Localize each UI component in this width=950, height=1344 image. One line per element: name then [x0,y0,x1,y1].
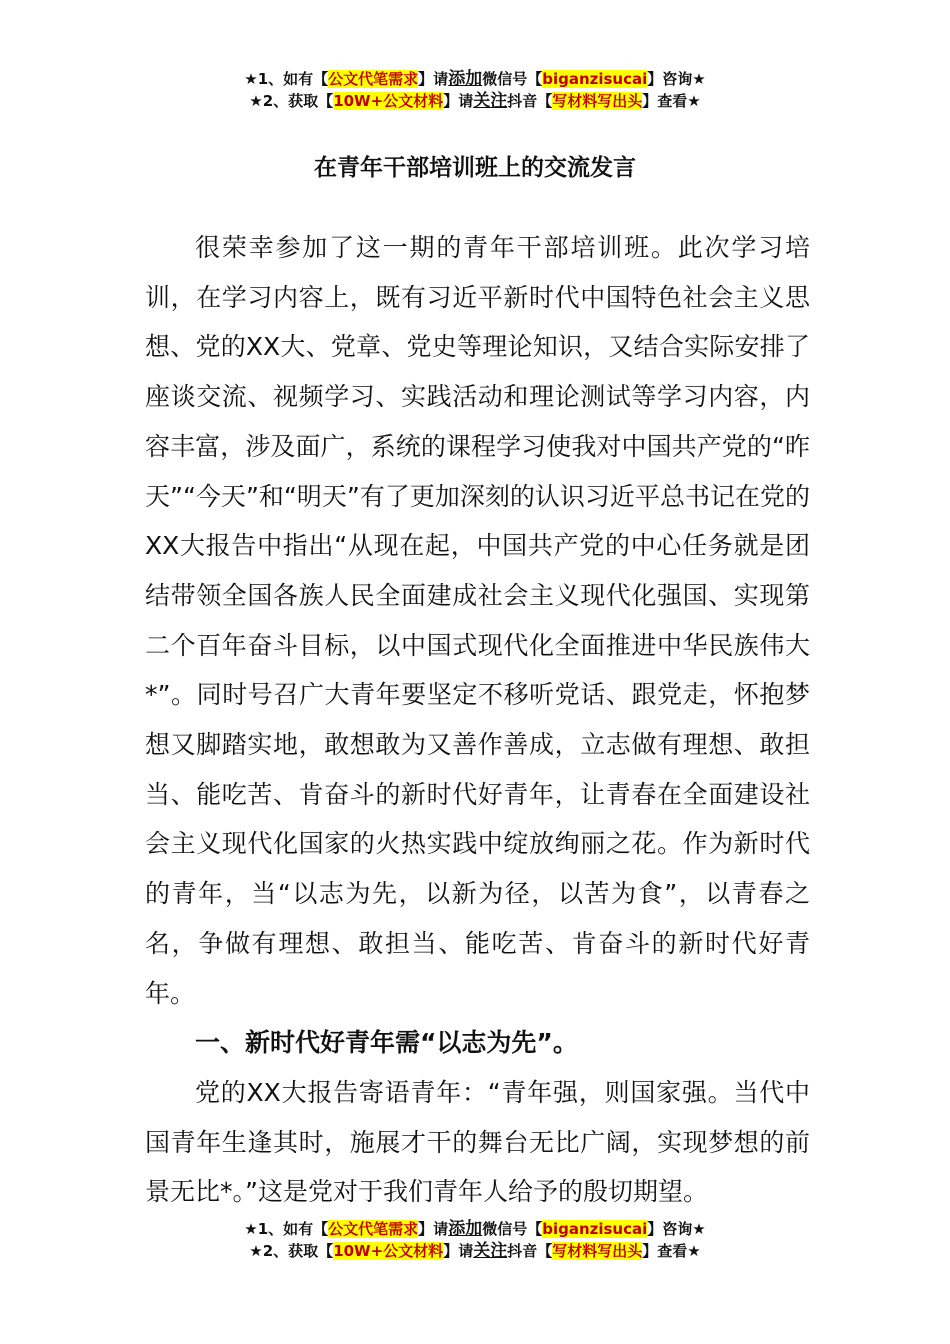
banner-line-2: ★2、获取【10W+公文材料】请关注抖音【写材料写出头】查看★ [249,1241,701,1261]
banner-highlight: biganzisucai [542,70,648,88]
document-title: 在青年干部培训班上的交流发言 [314,155,636,181]
banner-highlight: 写材料写出头 [552,92,643,110]
section-heading: 一、新时代好青年需“以志为先”。 [195,1028,578,1058]
banner-highlight: biganzisucai [542,1220,648,1238]
footer-banner [0,1218,950,1262]
banner-line-1: ★1、如有【公文代笔需求】请添加微信号【biganzisucai】咨询★ [244,1219,706,1239]
banner-highlight: 10W+公文材料 [333,92,444,110]
banner-highlight: 写材料写出头 [552,1242,643,1260]
header-banner [0,68,950,112]
banner-highlight: 公文代笔需求 [328,70,419,88]
paragraph: 党的XX大报告寄语青年：“青年强，则国家强。当代中国青年生逢其时，施展才干的舞台无比广阔，实现梦想的前景无比*。”这是党对于我们青年人给予的殷切期望。 [145,1077,810,1207]
document-body [145,223,810,1217]
banner-line-1: ★1、如有【公文代笔需求】请添加微信号【biganzisucai】咨询★ [244,69,706,89]
banner-line-2: ★2、获取【10W+公文材料】请关注抖音【写材料写出头】查看★ [249,91,701,111]
paragraph: 很荣幸参加了这一期的青年干部培训班。此次学习培训，在学习内容上，既有习近平新时代中国特色社会主义思想、党的XX大、党章、党史等理论知识，又结合实际安排了座谈交流、视频学习、实践活动和理论测试等学习内容，内容丰富，涉及面广，系统的课程学习使我对中国共产党的“昨天”“今天”和“明天”有了更加深刻的认识习近平总书记在党的XX大报告中指出“从现在起，中国共产党的中心任务就是团结带领全国各族人民全面建成社会主义现代化强国、实现第二个百年奋斗目标，以中国式现代化全面推进中华民族伟大*”。同时号召广大青年要坚定不移听党话、跟党走，怀抱梦想又脚踏实地，敢想敢为又善作善成，立志做有理想、敢担当、能吃苦、肯奋斗的新时代好青年，让青春在全面建设社会主义现代化国家的火热实践中绽放绚丽之花。作为新时代的青年，当“以志为先，以新为径，以苦为食”，以青春之名，争做有理想、敢担当、能吃苦、肯奋斗的新时代好青年。 [145,233,810,1008]
banner-highlight: 10W+公文材料 [333,1242,444,1260]
banner-highlight: 公文代笔需求 [328,1220,419,1238]
